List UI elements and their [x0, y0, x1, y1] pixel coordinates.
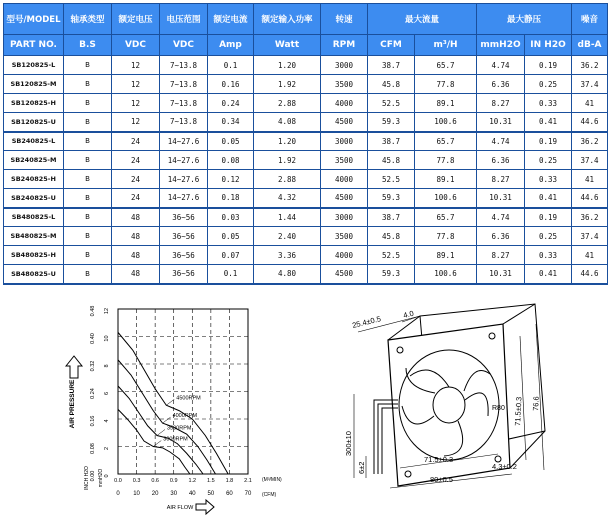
table-cell: 89.1 — [415, 94, 477, 113]
table-cell: B — [64, 227, 112, 246]
x-axis-title: AIR FLOW — [166, 505, 194, 511]
y-axis-title: AIR PRESSURE — [69, 379, 76, 429]
part-number-cell: SB480825-M — [4, 227, 64, 246]
table-cell: 3000 — [321, 132, 368, 151]
part-number-cell: SB120825-M — [4, 75, 64, 94]
table-cell: 14~27.6 — [160, 132, 208, 151]
table-cell: 6.36 — [477, 227, 525, 246]
table-cell: 44.6 — [572, 113, 608, 132]
table-cell: 52.5 — [368, 94, 415, 113]
table-cell: 1.20 — [254, 56, 321, 75]
air-pressure-arrow-icon — [66, 356, 82, 378]
table-row — [4, 94, 608, 113]
table-cell: 2.88 — [254, 94, 321, 113]
x-unit-top: (M³/MIN) — [262, 477, 282, 483]
unit-vdc: VDC — [112, 35, 160, 56]
x-tick-cfm: 60 — [226, 491, 233, 497]
table-cell: 3500 — [321, 151, 368, 170]
part-number-cell: SB120825-U — [4, 113, 64, 132]
table-cell: 0.41 — [525, 265, 572, 284]
header-row-en — [4, 35, 608, 56]
dimension-drawing — [340, 296, 608, 517]
table-cell: 10.31 — [477, 189, 525, 208]
header-model: 型号/MODEL — [4, 4, 64, 35]
table-cell: 0.1 — [208, 265, 254, 284]
unit-part-no: PART NO. — [4, 35, 64, 56]
table-row — [4, 227, 608, 246]
table-cell: 4500 — [321, 265, 368, 284]
table-cell: 36~56 — [160, 265, 208, 284]
table-cell: 24 — [112, 151, 160, 170]
table-cell: 45.8 — [368, 151, 415, 170]
x-unit-bottom: (CFM) — [262, 492, 277, 498]
y-axis-unit-mm: mmH2O — [98, 468, 104, 488]
table-row — [4, 56, 608, 75]
x-tick-cfm: 20 — [151, 491, 159, 497]
table-cell: 3500 — [321, 227, 368, 246]
header-noise: 噪音 — [572, 4, 608, 35]
table-cell: 2.40 — [254, 227, 321, 246]
table-cell: 41 — [572, 170, 608, 189]
x-tick-cfm: 70 — [244, 491, 252, 497]
unit-inh2o: IN H2O — [525, 35, 572, 56]
y-tick-mm: 6 — [104, 391, 110, 396]
table-cell: 7~13.8 — [160, 75, 208, 94]
dim-frame-height: 76.6 — [531, 396, 541, 412]
table-row — [4, 208, 608, 227]
table-cell: B — [64, 208, 112, 227]
curve-label-4000RPM: 4000RPM — [172, 413, 198, 420]
x-tick-cmm: 0.3 — [132, 478, 141, 484]
x-tick-cmm: 2.1 — [244, 478, 252, 484]
table-cell: 0.12 — [208, 170, 254, 189]
table-cell: 0.41 — [525, 113, 572, 132]
table-cell: 44.6 — [572, 189, 608, 208]
table-cell: 1.44 — [254, 208, 321, 227]
table-cell: 0.05 — [208, 132, 254, 151]
part-number-cell: SB120825-L — [4, 56, 64, 75]
table-cell: 14~27.6 — [160, 170, 208, 189]
table-cell: 4.32 — [254, 189, 321, 208]
table-cell: 0.25 — [525, 75, 572, 94]
unit-cfm: CFM — [368, 35, 415, 56]
table-cell: 36.2 — [572, 132, 608, 151]
x-tick-cmm: 1.5 — [207, 478, 215, 484]
y-tick-mm: 12 — [104, 307, 110, 315]
header-voltage-range: 电压范围 — [160, 4, 208, 35]
table-cell: 4.74 — [477, 132, 525, 151]
table-cell: 4.08 — [254, 113, 321, 132]
part-number-cell: SB240825-U — [4, 189, 64, 208]
dim-frame-width: 80±0.5 — [430, 475, 453, 484]
table-cell: 100.6 — [415, 189, 477, 208]
table-cell: 100.6 — [415, 265, 477, 284]
dim-strip: 6±2 — [357, 461, 366, 474]
table-cell: 4000 — [321, 94, 368, 113]
table-cell: 0.34 — [208, 113, 254, 132]
y-tick-mm: 8 — [104, 364, 110, 368]
table-cell: 2.88 — [254, 170, 321, 189]
table-cell: B — [64, 265, 112, 284]
header-row-cn — [4, 4, 608, 35]
table-cell: 36~56 — [160, 227, 208, 246]
table-row — [4, 265, 608, 284]
y-tick-mm: 10 — [104, 335, 110, 342]
table-cell: 4500 — [321, 189, 368, 208]
table-cell: 1.92 — [254, 151, 321, 170]
spec-table — [3, 3, 608, 285]
table-cell: 48 — [112, 246, 160, 265]
header-max-airflow: 最大流量 — [368, 4, 477, 35]
x-tick-cmm: 0.0 — [114, 478, 122, 484]
table-cell: 52.5 — [368, 170, 415, 189]
table-cell: 12 — [112, 94, 160, 113]
table-cell: 77.8 — [415, 151, 477, 170]
table-cell: 59.3 — [368, 265, 415, 284]
table-row — [4, 246, 608, 265]
table-cell: 0.33 — [525, 246, 572, 265]
curve-label-4500RPM: 4500RPM — [176, 395, 201, 402]
table-cell: B — [64, 246, 112, 265]
unit-bs: B.S — [64, 35, 112, 56]
table-cell: B — [64, 132, 112, 151]
table-cell: 0.16 — [208, 75, 254, 94]
unit-dba: dB-A — [572, 35, 608, 56]
header-max-pressure: 最大静压 — [477, 4, 572, 35]
unit-mmh2o: mmH2O — [477, 35, 525, 56]
curve-leader — [166, 399, 174, 405]
x-tick-cfm: 30 — [170, 491, 178, 497]
y-tick-inch: 0.00 — [90, 470, 96, 482]
table-cell: 52.5 — [368, 246, 415, 265]
y-tick-mm: 0 — [104, 474, 110, 478]
header-speed: 转速 — [321, 4, 368, 35]
table-cell: 0.19 — [525, 56, 572, 75]
table-cell: B — [64, 170, 112, 189]
table-cell: 4.74 — [477, 208, 525, 227]
table-cell: 48 — [112, 265, 160, 284]
part-number-cell: SB120825-H — [4, 94, 64, 113]
table-cell: 12 — [112, 113, 160, 132]
part-number-cell: SB480825-L — [4, 208, 64, 227]
table-cell: 0.41 — [525, 189, 572, 208]
header-bearing: 轴承类型 — [64, 4, 112, 35]
unit-amp: Amp — [208, 35, 254, 56]
table-cell: 8.27 — [477, 94, 525, 113]
unit-vdc-range: VDC — [160, 35, 208, 56]
table-row — [4, 113, 608, 132]
table-cell: 36~56 — [160, 208, 208, 227]
part-number-cell: SB240825-L — [4, 132, 64, 151]
dim-top-width: 25.4±0.5 — [351, 314, 382, 330]
table-cell: 14~27.6 — [160, 189, 208, 208]
header-rated-voltage: 额定电压 — [112, 4, 160, 35]
table-cell: 3.36 — [254, 246, 321, 265]
table-cell: 38.7 — [368, 208, 415, 227]
x-tick-cmm: 1.8 — [225, 478, 234, 484]
y-tick-inch: 0.08 — [90, 443, 96, 454]
table-cell: 89.1 — [415, 246, 477, 265]
curve-4500RPM — [118, 332, 228, 474]
table-row — [4, 189, 608, 208]
table-cell: 24 — [112, 170, 160, 189]
table-cell: 0.05 — [208, 227, 254, 246]
table-cell: 0.07 — [208, 246, 254, 265]
table-cell: 4.74 — [477, 56, 525, 75]
table-cell: 36.2 — [572, 56, 608, 75]
y-axis-unit-inch: INCH H2O — [84, 466, 90, 490]
unit-watt: Watt — [254, 35, 321, 56]
table-cell: 37.4 — [572, 227, 608, 246]
x-tick-cfm: 10 — [133, 491, 140, 497]
dim-radius: R80 — [492, 405, 505, 412]
table-cell: 6.36 — [477, 75, 525, 94]
x-tick-cmm: 0.9 — [169, 478, 178, 484]
dim-hole-pitch: 71.5±0.3 — [424, 455, 454, 464]
table-cell: 7~13.8 — [160, 56, 208, 75]
y-tick-mm: 2 — [104, 446, 110, 451]
x-tick-cmm: 0.6 — [151, 478, 159, 484]
table-cell: 4.80 — [254, 265, 321, 284]
y-tick-inch: 0.48 — [90, 305, 96, 317]
curve-leader — [153, 441, 161, 447]
table-cell: 0.1 — [208, 56, 254, 75]
x-tick-cmm: 1.2 — [188, 478, 197, 484]
table-cell: 36~56 — [160, 246, 208, 265]
table-cell: 3000 — [321, 56, 368, 75]
table-cell: B — [64, 189, 112, 208]
table-cell: 0.24 — [208, 94, 254, 113]
table-cell: 8.27 — [477, 170, 525, 189]
table-cell: 0.33 — [525, 94, 572, 113]
table-cell: 45.8 — [368, 227, 415, 246]
y-tick-inch: 0.32 — [90, 360, 96, 372]
table-cell: 37.4 — [572, 151, 608, 170]
curve-leader — [157, 430, 165, 436]
table-cell: 48 — [112, 227, 160, 246]
part-number-cell: SB240825-M — [4, 151, 64, 170]
table-cell: 0.03 — [208, 208, 254, 227]
table-cell: 4000 — [321, 170, 368, 189]
part-number-cell: SB240825-H — [4, 170, 64, 189]
table-cell: 59.3 — [368, 113, 415, 132]
curve-4000RPM — [118, 360, 216, 474]
table-cell: 0.08 — [208, 151, 254, 170]
part-number-cell: SB480825-H — [4, 246, 64, 265]
unit-m3h: m³/H — [415, 35, 477, 56]
curve-label-3000RPM: 3000RPM — [163, 436, 188, 443]
x-tick-cfm: 0 — [116, 491, 120, 497]
table-cell: 100.6 — [415, 113, 477, 132]
table-cell: 4000 — [321, 246, 368, 265]
table-cell: B — [64, 75, 112, 94]
table-cell: 0.18 — [208, 189, 254, 208]
table-row — [4, 151, 608, 170]
curve-leader — [163, 417, 171, 423]
table-cell: 6.36 — [477, 151, 525, 170]
performance-chart — [0, 296, 320, 517]
table-cell: 0.19 — [525, 208, 572, 227]
dim-hole-dia: 4.3±0.2 — [492, 462, 517, 471]
table-cell: 48 — [112, 208, 160, 227]
table-cell: 77.8 — [415, 227, 477, 246]
table-cell: 45.8 — [368, 75, 415, 94]
header-rated-current: 额定电流 — [208, 4, 254, 35]
table-cell: 0.19 — [525, 132, 572, 151]
table-cell: 44.6 — [572, 265, 608, 284]
table-cell: 12 — [112, 56, 160, 75]
dim-lead-length: 300±10 — [344, 431, 353, 456]
table-cell: B — [64, 94, 112, 113]
table-cell: 0.25 — [525, 151, 572, 170]
table-cell: 37.4 — [572, 75, 608, 94]
table-cell: 24 — [112, 189, 160, 208]
table-cell: 1.92 — [254, 75, 321, 94]
dim-hole-pitch-v: 71.5±0.3 — [513, 396, 524, 427]
table-cell: 65.7 — [415, 132, 477, 151]
curve-label-3500RPM: 3500RPM — [167, 425, 192, 432]
fan-hub — [433, 387, 465, 423]
table-cell: 59.3 — [368, 189, 415, 208]
table-cell: B — [64, 151, 112, 170]
table-cell: B — [64, 56, 112, 75]
table-cell: 41 — [572, 246, 608, 265]
header-input-power: 额定输入功率 — [254, 4, 321, 35]
y-tick-mm: 4 — [104, 419, 110, 423]
table-cell: 0.33 — [525, 170, 572, 189]
table-cell: 36.2 — [572, 208, 608, 227]
x-tick-cfm: 50 — [207, 491, 215, 497]
table-cell: 89.1 — [415, 170, 477, 189]
table-cell: 65.7 — [415, 208, 477, 227]
table-cell: 14~27.6 — [160, 151, 208, 170]
y-tick-inch: 0.40 — [90, 333, 96, 344]
table-row — [4, 75, 608, 94]
table-cell: 38.7 — [368, 132, 415, 151]
table-cell: 38.7 — [368, 56, 415, 75]
table-row — [4, 170, 608, 189]
table-cell: 10.31 — [477, 113, 525, 132]
table-cell: B — [64, 113, 112, 132]
table-cell: 10.31 — [477, 265, 525, 284]
y-tick-inch: 0.24 — [90, 388, 96, 399]
table-cell: 7~13.8 — [160, 113, 208, 132]
table-cell: 24 — [112, 132, 160, 151]
table-cell: 3000 — [321, 208, 368, 227]
dim-top-thick: 4.0 — [402, 308, 415, 320]
table-cell: 4500 — [321, 113, 368, 132]
y-tick-inch: 0.16 — [90, 415, 96, 427]
table-cell: 41 — [572, 94, 608, 113]
unit-rpm: RPM — [321, 35, 368, 56]
table-cell: 77.8 — [415, 75, 477, 94]
table-row — [4, 132, 608, 151]
part-number-cell: SB480825-U — [4, 265, 64, 284]
air-flow-arrow-icon — [196, 500, 214, 514]
table-cell: 7~13.8 — [160, 94, 208, 113]
x-tick-cfm: 40 — [188, 491, 196, 497]
table-cell: 8.27 — [477, 246, 525, 265]
table-cell: 3500 — [321, 75, 368, 94]
table-cell: 12 — [112, 75, 160, 94]
table-cell: 65.7 — [415, 56, 477, 75]
table-cell: 0.25 — [525, 227, 572, 246]
table-cell: 1.20 — [254, 132, 321, 151]
